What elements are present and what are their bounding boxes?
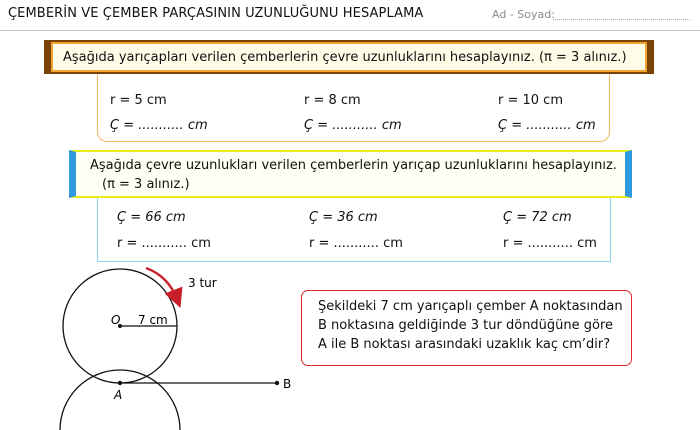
section2-item-3-given: Ç = 72 cm: [503, 210, 572, 225]
section2-item-2-given: Ç = 36 cm: [309, 210, 378, 225]
section1-item-3-given: r = 10 cm: [498, 93, 563, 108]
section1-item-2-answer[interactable]: Ç = ........... cm: [304, 118, 402, 133]
rotation-arrow-icon: [146, 268, 177, 299]
section2-item-1-answer[interactable]: r = ........... cm: [117, 236, 211, 251]
section2-item-3-answer[interactable]: r = ........... cm: [503, 236, 597, 251]
section1-instruction: Aşağıda yarıçapları verilen çemberlerin çevre uzunluklarını hesaplayınız. (π = 3 alınız.): [63, 49, 627, 65]
radius-label: 7 cm: [138, 313, 168, 327]
name-label: Ad - Soyad:: [492, 8, 555, 21]
section1-item-1-given: r = 5 cm: [110, 93, 167, 108]
section1-item-1-answer[interactable]: Ç = ........... cm: [110, 118, 208, 133]
section1-instruction-banner: [44, 40, 654, 74]
point-a-dot: [118, 381, 122, 385]
section1-item-2-given: r = 8 cm: [304, 93, 361, 108]
rolling-circle-figure: [0, 260, 300, 430]
problem-line-2: B noktasına geldiğinde 3 tur döndüğüne göre: [318, 318, 614, 333]
point-b-dot: [275, 381, 279, 385]
turn-label: 3 tur: [188, 276, 217, 290]
section2-instruction-line1: Aşağıda çevre uzunlukları verilen çemberlerin yarıçap uzunluklarını hesaplayınız.: [90, 158, 617, 173]
point-b-label: B: [283, 377, 292, 391]
section2-instruction-line2: (π = 3 alınız.): [102, 177, 190, 192]
center-label: O: [111, 313, 121, 327]
section2-item-1-given: Ç = 66 cm: [117, 210, 186, 225]
point-a-label: A: [114, 388, 123, 402]
problem-line-1: Şekildeki 7 cm yarıçaplı çember A noktasından: [318, 299, 623, 314]
section2-answer-box: [97, 198, 611, 262]
header-divider: [0, 30, 700, 31]
page-title: ÇEMBERİN VE ÇEMBER PARÇASININ UZUNLUĞUNU HESAPLAMA: [8, 6, 424, 21]
section2-instruction-banner: [69, 150, 632, 198]
section1-item-3-answer[interactable]: Ç = ........... cm: [498, 118, 596, 133]
name-field[interactable]: [553, 19, 690, 20]
word-problem-box: [301, 290, 632, 366]
section2-item-2-answer[interactable]: r = ........... cm: [309, 236, 403, 251]
problem-line-3: A ile B noktası arasındaki uzaklık kaç cm’dir?: [318, 337, 611, 352]
